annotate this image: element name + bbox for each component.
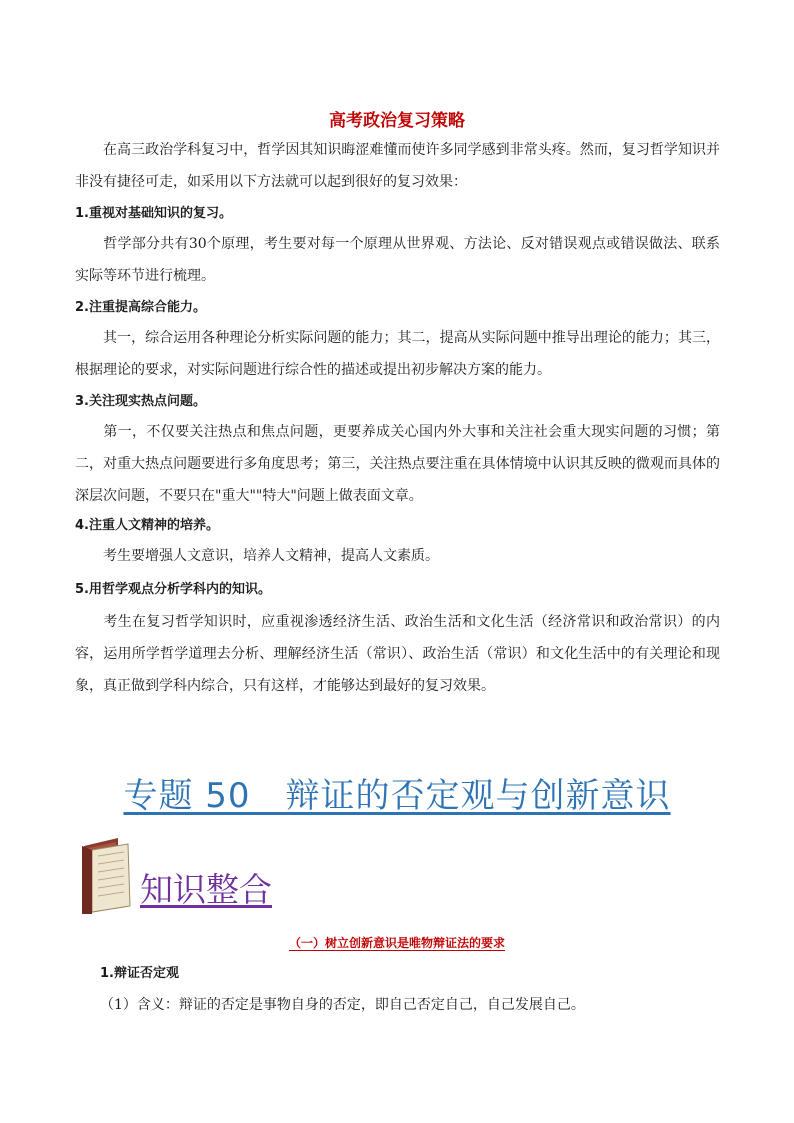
intro-text: 在高三政治学科复习中，哲学因其知识晦涩难懂而使许多同学感到非常头疼。然而，复习哲学知识并非没有捷径可走，如采用以下方法就可以起到很好的复习效果： bbox=[75, 142, 720, 190]
topic-title: 专题 50 辩证的否定观与创新意识 bbox=[123, 776, 671, 816]
intro-paragraph bbox=[75, 134, 720, 198]
section-body-3-text: 第一，不仅要关注热点和焦点问题，更要养成关心国内外大事和关注社会重大现实问题的习惯；第二，对重大热点问题要进行多角度思考；第三，关注热点要注重在具体情境中认识其反映的微观而具体的深层次问题，不要只在"重大""特大"问题上做表面文章。 bbox=[75, 424, 720, 504]
section-body-5 bbox=[75, 606, 720, 702]
section-body-2-text: 其一，综合运用各种理论分析实际问题的能力；其二，提高从实际问题中推导出理论的能力；其三，根据理论的要求，对实际问题进行综合性的描述或提出初步解决方案的能力。 bbox=[75, 330, 720, 378]
book-icon bbox=[78, 836, 134, 916]
definition-line: （1）含义：辩证的否定是事物自身的否定，即自己否定自己，自己发展自己。 bbox=[100, 997, 585, 1013]
section-body-4 bbox=[75, 540, 720, 572]
section-body-5-text: 考生在复习哲学知识时，应重视渗透经济生活、政治生活和文化生活（经济常识和政治常识）的内容，运用所学哲学道理去分析、理解经济生活（常识）、政治生活（常识）和文化生活中的有关理论和现象，真正做到学科内综合，只有这样，才能够达到最好的复习效果。 bbox=[75, 614, 720, 694]
section-body-2 bbox=[75, 322, 720, 386]
section-body-1-text: 哲学部分共有30个原理，考生要对每一个原理从世界观、方法论、反对错误观点或错误做法、联系实际等环节进行梳理。 bbox=[75, 236, 720, 284]
knowledge-label: 知识整合 bbox=[140, 870, 272, 909]
section-body-1 bbox=[75, 228, 720, 292]
section-heading-5: 5.用哲学观点分析学科内的知识。 bbox=[75, 582, 271, 597]
section-heading-4: 4.注重人文精神的培养。 bbox=[75, 518, 219, 533]
document-title: 高考政治复习策略 bbox=[329, 111, 465, 131]
section-title: （一）树立创新意识是唯物辩证法的要求 bbox=[288, 936, 505, 950]
section-heading-1: 1.重视对基础知识的复习。 bbox=[75, 206, 232, 221]
section-heading-3: 3.关注现实热点问题。 bbox=[75, 394, 206, 409]
section-body-3 bbox=[75, 416, 720, 512]
section-body-4-text: 考生要增强人文意识，培养人文精神，提高人文素质。 bbox=[103, 548, 439, 564]
sub-heading: 1.辩证否定观 bbox=[100, 966, 179, 981]
knowledge-banner bbox=[78, 836, 338, 920]
section-heading-2: 2.注重提高综合能力。 bbox=[75, 300, 206, 315]
